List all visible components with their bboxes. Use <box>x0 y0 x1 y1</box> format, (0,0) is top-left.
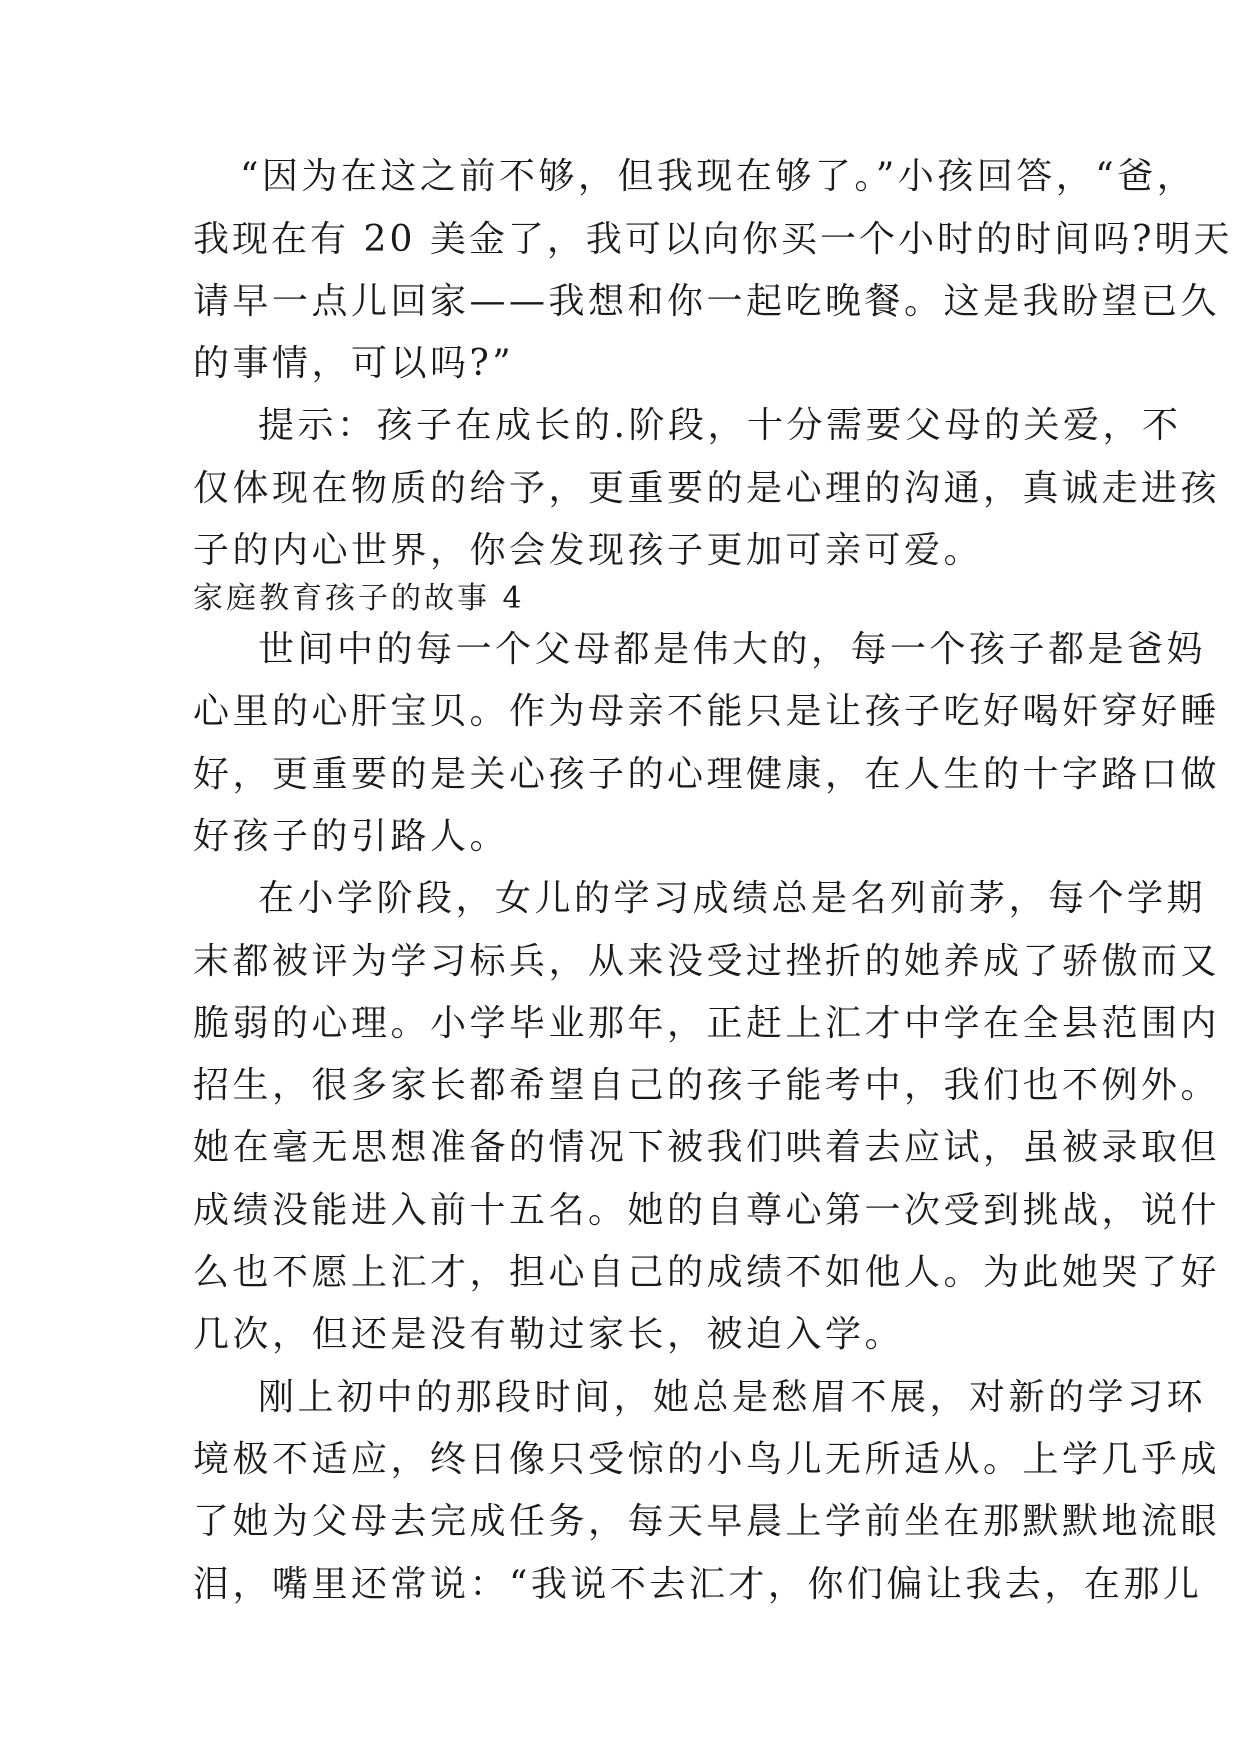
paragraph-4-line-2: 末都被评为学习标兵，从来没受过挫折的她养成了骄傲而又 <box>193 941 1221 982</box>
paragraph-3-line-2: 心里的心肝宝贝。作为母亲不能只是让孩子吃好喝奸穿好睡 <box>193 691 1221 732</box>
paragraph-1-line-4: 的事情，可以吗?” <box>193 343 515 384</box>
paragraph-4-line-1: 在小学阶段，女儿的学习成绩总是名列前茅，每个学期 <box>258 878 1207 919</box>
paragraph-4-line-3: 脆弱的心理。小学毕业那年，正赶上汇才中学在全县范围内 <box>193 1003 1221 1044</box>
paragraph-3-line-4: 好孩子的引路人。 <box>193 816 510 857</box>
paragraph-1-line-1: “因为在这之前不够，但我现在够了。”小孩回答，“爸， <box>240 156 1197 197</box>
paragraph-5-line-1: 刚上初中的那段时间，她总是愁眉不展，对新的学习环 <box>258 1377 1207 1418</box>
paragraph-4-line-8: 几次，但还是没有勒过家长，被迫入学。 <box>193 1314 905 1355</box>
paragraph-4-line-6: 成绩没能进入前十五名。她的自尊心第一次受到挑战，说什 <box>193 1190 1221 1231</box>
paragraph-5-line-2: 境极不适应，终日像只受惊的小鸟儿无所适从。上学几乎成 <box>193 1439 1221 1480</box>
paragraph-4-line-4: 招生，很多家长都希望自己的孩子能考中，我们也不例外。 <box>193 1065 1221 1106</box>
paragraph-2-line-3: 子的内心世界，你会发现孩子更加可亲可爱。 <box>193 530 984 571</box>
paragraph-3-line-3: 好，更重要的是关心孩子的心理健康，在人生的十字路口做 <box>193 754 1221 795</box>
section-heading: 家庭教育孩子的故事 4 <box>193 581 525 616</box>
paragraph-2-line-1: 提示：孩子在成长的.阶段，十分需要父母的关爱，不 <box>258 405 1182 446</box>
paragraph-5-line-3: 了她为父母去完成任务，每天早晨上学前坐在那默默地流眼 <box>193 1501 1221 1542</box>
paragraph-4-line-7: 么也不愿上汇才，担心自己的成绩不如他人。为此她哭了好 <box>193 1252 1221 1293</box>
paragraph-5-line-4: 泪，嘴里还常说：“我说不去汇才，你们偏让我去，在那儿 <box>193 1564 1203 1605</box>
paragraph-1-line-3: 请早一点儿回家——我想和你一起吃晚餐。这是我盼望已久 <box>193 281 1221 322</box>
paragraph-4-line-5: 她在毫无思想准备的情况下被我们哄着去应试，虽被录取但 <box>193 1127 1221 1168</box>
paragraph-3-line-1: 世间中的每一个父母都是伟大的，每一个孩子都是爸妈 <box>258 629 1207 670</box>
paragraph-2-line-2: 仅体现在物质的给予，更重要的是心理的沟通，真诚走进孩 <box>193 468 1221 509</box>
paragraph-1-line-2: 我现在有 20 美金了，我可以向你买一个小时的时间吗?明天 <box>193 219 1233 260</box>
